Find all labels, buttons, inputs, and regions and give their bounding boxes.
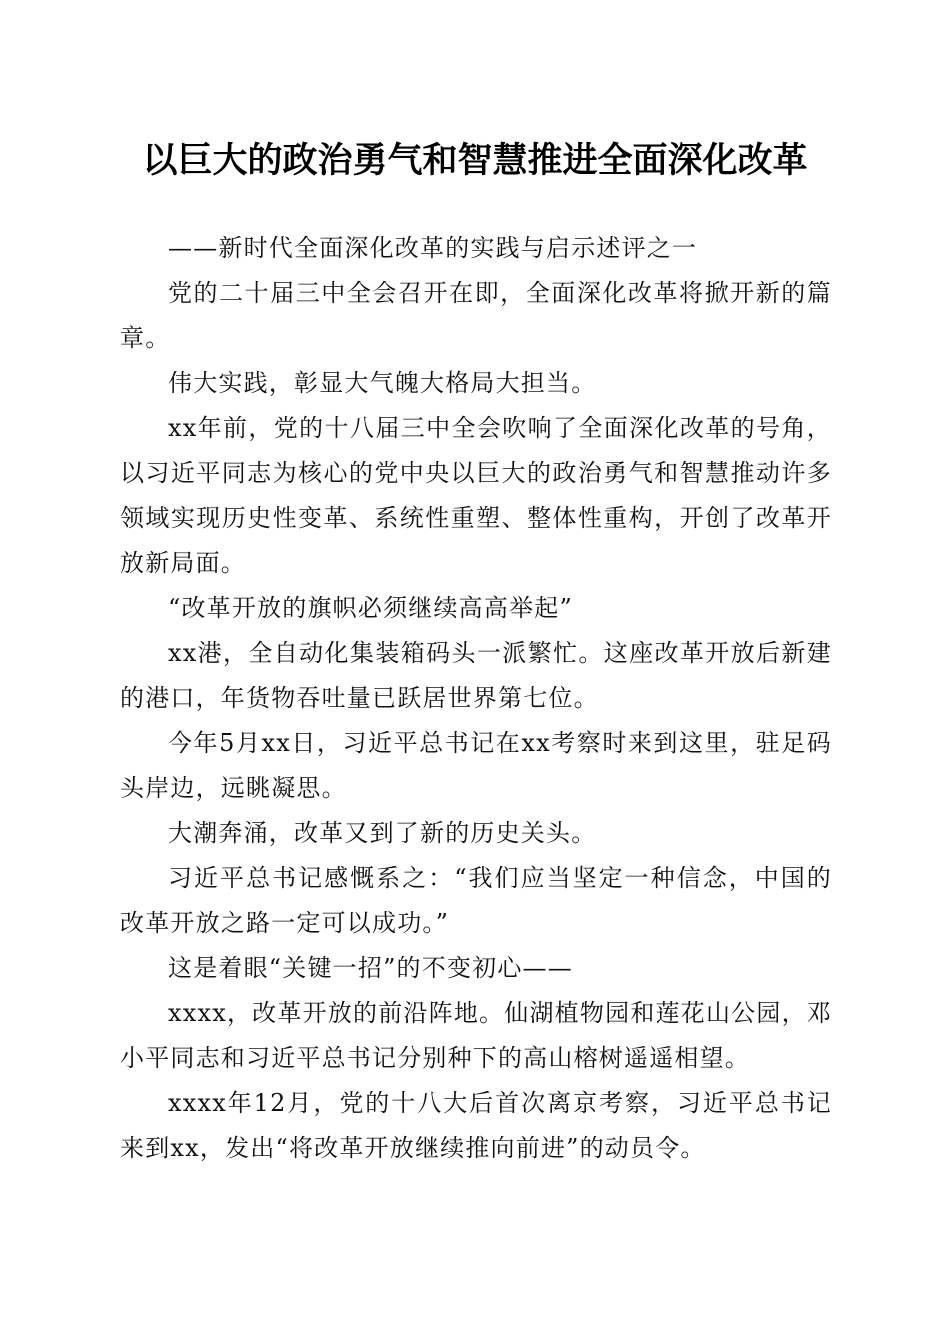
body-paragraph: “改革开放的旗帜必须继续高高举起” — [168, 594, 573, 622]
body-paragraph: 党的二十届三中全会召开在即，全面深化改革将掀开新的篇章。 — [120, 279, 832, 352]
body-paragraph: 伟大实践，彰显大气魄大格局大担当。 — [168, 369, 597, 397]
body-paragraph: xxxx年12月，党的十八大后首次离京考察，习近平总书记来到xx，发出“将改革开放继续推向前进”的动员令。 — [120, 1089, 832, 1162]
body-paragraph: 今年5月xx日，习近平总书记在xx考察时来到这里，驻足码头岸边，远眺凝思。 — [120, 729, 832, 802]
body-paragraph: 习近平总书记感慨系之：“我们应当坚定一种信念，中国的改革开放之路一定可以成功。” — [120, 864, 832, 937]
body-paragraph: xxxx，改革开放的前沿阵地。仙湖植物园和莲花山公园，邓小平同志和习近平总书记分别种下的高山榕树遥遥相望。 — [120, 999, 832, 1072]
body-paragraph: 大潮奔涌，改革又到了新的历史关头。 — [168, 819, 597, 847]
document-body — [120, 226, 832, 1171]
document-title: 以巨大的政治勇气和智慧推进全面深化改革 — [142, 140, 808, 181]
body-paragraph: xx港，全自动化集装箱码头一派繁忙。这座改革开放后新建的港口，年货物吞吐量已跃居世界第七位。 — [120, 639, 832, 712]
subtitle-paragraph: ——新时代全面深化改革的实践与启示述评之一 — [168, 234, 698, 262]
body-paragraph: xx年前，党的十八届三中全会吹响了全面深化改革的号角，以习近平同志为核心的党中央以巨大的政治勇气和智慧推动许多领域实现历史性变革、系统性重塑、整体性重构，开创了改革开放新局面。 — [120, 414, 832, 577]
body-paragraph: 这是着眼“关键一招”的不变初心—— — [168, 954, 573, 982]
